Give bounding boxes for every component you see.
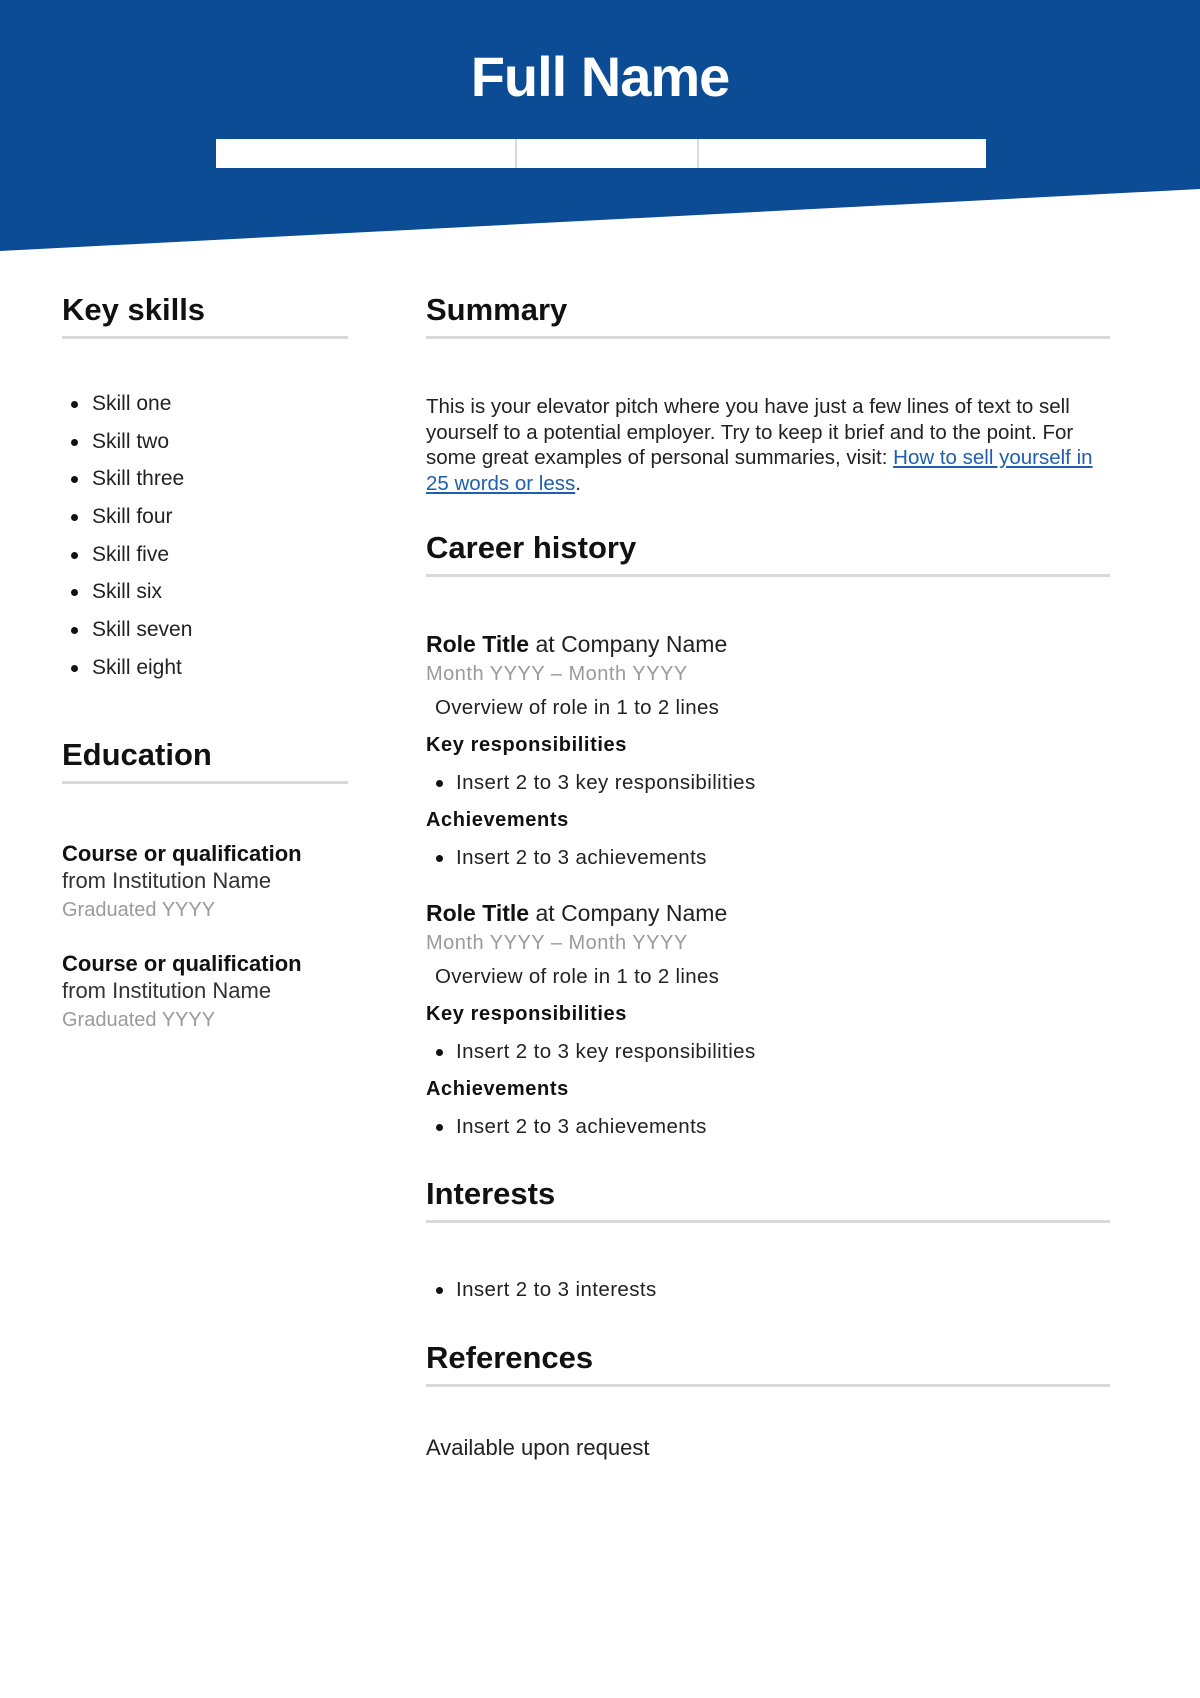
job-overview: Overview of role in 1 to 2 lines [435, 965, 720, 988]
summary-text [426, 394, 1110, 496]
achievements-heading: Achievements [426, 809, 569, 831]
responsibility-item: Insert 2 to 3 key responsibilities [426, 1033, 1110, 1071]
interests-title: Interests [426, 1176, 1110, 1223]
skill-item: Skill two [62, 427, 348, 465]
right-column [426, 292, 1110, 1463]
job-overview: Overview of role in 1 to 2 lines [435, 696, 720, 719]
contact-field-1[interactable] [216, 139, 517, 168]
education-title: Education [62, 737, 348, 784]
job-role-title: Role Title [426, 900, 530, 926]
job-entry [426, 629, 1110, 877]
education-graduated: Graduated YYYY [62, 898, 216, 921]
header-slanted-shape [0, 0, 1200, 251]
education-course: Course or qualification [62, 840, 302, 866]
header-band [0, 0, 1200, 260]
summary-title: Summary [426, 292, 1110, 339]
interests-list [426, 1271, 1110, 1309]
skill-item: Skill six [62, 577, 348, 615]
responsibilities-heading: Key responsibilities [426, 1003, 627, 1025]
career-history-title: Career history [426, 530, 1110, 577]
left-column [62, 292, 348, 1035]
education-graduated: Graduated YYYY [62, 1008, 216, 1031]
achievements-heading: Achievements [426, 1078, 569, 1100]
header-background [0, 0, 1200, 260]
interest-item: Insert 2 to 3 interests [426, 1271, 1110, 1309]
skill-item: Skill eight [62, 653, 348, 691]
achievements-list [426, 1108, 1110, 1146]
achievements-list [426, 839, 1110, 877]
skill-item: Skill seven [62, 615, 348, 653]
job-company: at Company Name [529, 631, 728, 657]
job-role-line [426, 629, 1110, 659]
responsibilities-list [426, 1033, 1110, 1071]
skill-item: Skill five [62, 540, 348, 578]
contact-field-3[interactable] [699, 139, 986, 168]
responsibilities-heading: Key responsibilities [426, 734, 627, 756]
references-text: Available upon request [426, 1435, 650, 1460]
education-institution: from Institution Name [62, 867, 272, 893]
education-item [62, 950, 348, 1035]
job-entry [426, 898, 1110, 1146]
contact-bar [216, 139, 986, 168]
education-institution: from Institution Name [62, 977, 272, 1003]
skill-item: Skill three [62, 464, 348, 502]
skill-item: Skill one [62, 389, 348, 427]
job-dates: Month YYYY – Month YYYY [426, 663, 688, 685]
full-name: Full Name [470, 45, 730, 108]
skill-item: Skill four [62, 502, 348, 540]
summary-end: . [575, 471, 581, 495]
job-dates: Month YYYY – Month YYYY [426, 932, 688, 954]
references-title: References [426, 1340, 1110, 1387]
skills-list [62, 389, 348, 691]
responsibilities-list [426, 764, 1110, 802]
job-role-line [426, 898, 1110, 928]
education-item [62, 840, 348, 925]
job-role-title: Role Title [426, 631, 530, 657]
achievement-item: Insert 2 to 3 achievements [426, 839, 1110, 877]
education-course: Course or qualification [62, 950, 302, 976]
key-skills-title: Key skills [62, 292, 348, 339]
achievement-item: Insert 2 to 3 achievements [426, 1108, 1110, 1146]
contact-field-2[interactable] [517, 139, 699, 168]
job-company: at Company Name [529, 900, 728, 926]
summary-body: This is your elevator pitch where you have just a few lines of text to sell yourself to a potential employer. Try to keep it brief and to the point. For some great examples of personal summaries, visit: [426, 395, 1074, 469]
summary-link[interactable]: How to sell yourself in 25 words or less [426, 446, 1093, 495]
responsibility-item: Insert 2 to 3 key responsibilities [426, 764, 1110, 802]
